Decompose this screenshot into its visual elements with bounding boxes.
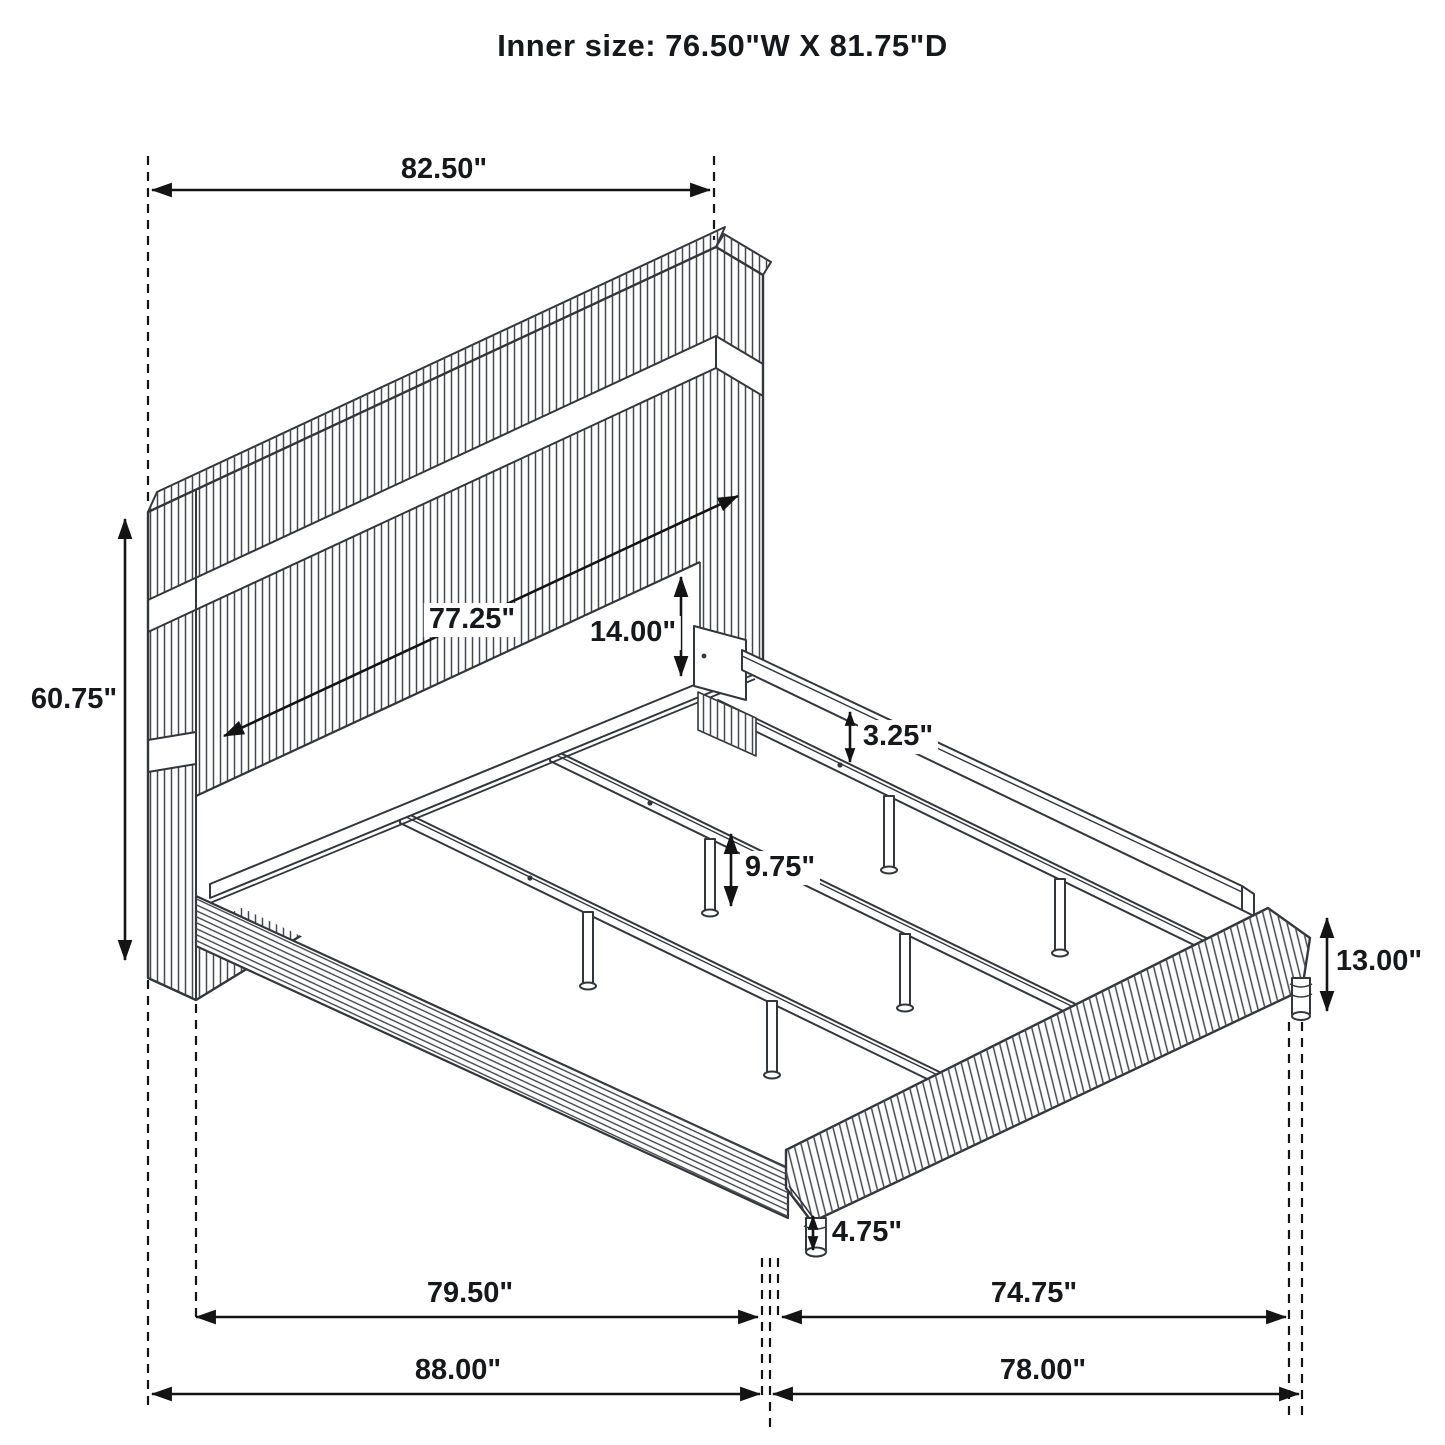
dim-label-frame-inner-length: 79.50" — [422, 1277, 518, 1311]
dim-label-headboard-width: 82.50" — [396, 153, 492, 187]
dim-label-footboard-height: 13.00" — [1331, 945, 1427, 979]
rail-bracket — [694, 626, 746, 700]
dim-label-footboard-leg-height: 4.75" — [827, 1216, 907, 1250]
diagram-title: Inner size: 76.50"W X 81.75"D — [497, 28, 948, 63]
dim-label-headboard-panel-width: 77.25" — [424, 603, 520, 637]
dim-label-frame-outer-length: 88.00" — [410, 1354, 506, 1388]
dim-label-headboard-height: 60.75" — [26, 683, 122, 717]
dim-label-headboard-clearance: 14.00" — [585, 616, 681, 650]
dim-label-support-leg-height: 9.75" — [740, 851, 820, 885]
dim-label-footboard-inner-width: 74.75" — [986, 1277, 1082, 1311]
dim-label-rail-gap: 3.25" — [858, 720, 938, 754]
footboard-right-leg — [1290, 978, 1312, 1020]
headboard-post-band — [148, 732, 196, 772]
dim-label-footboard-outer-width: 78.00" — [995, 1354, 1091, 1388]
